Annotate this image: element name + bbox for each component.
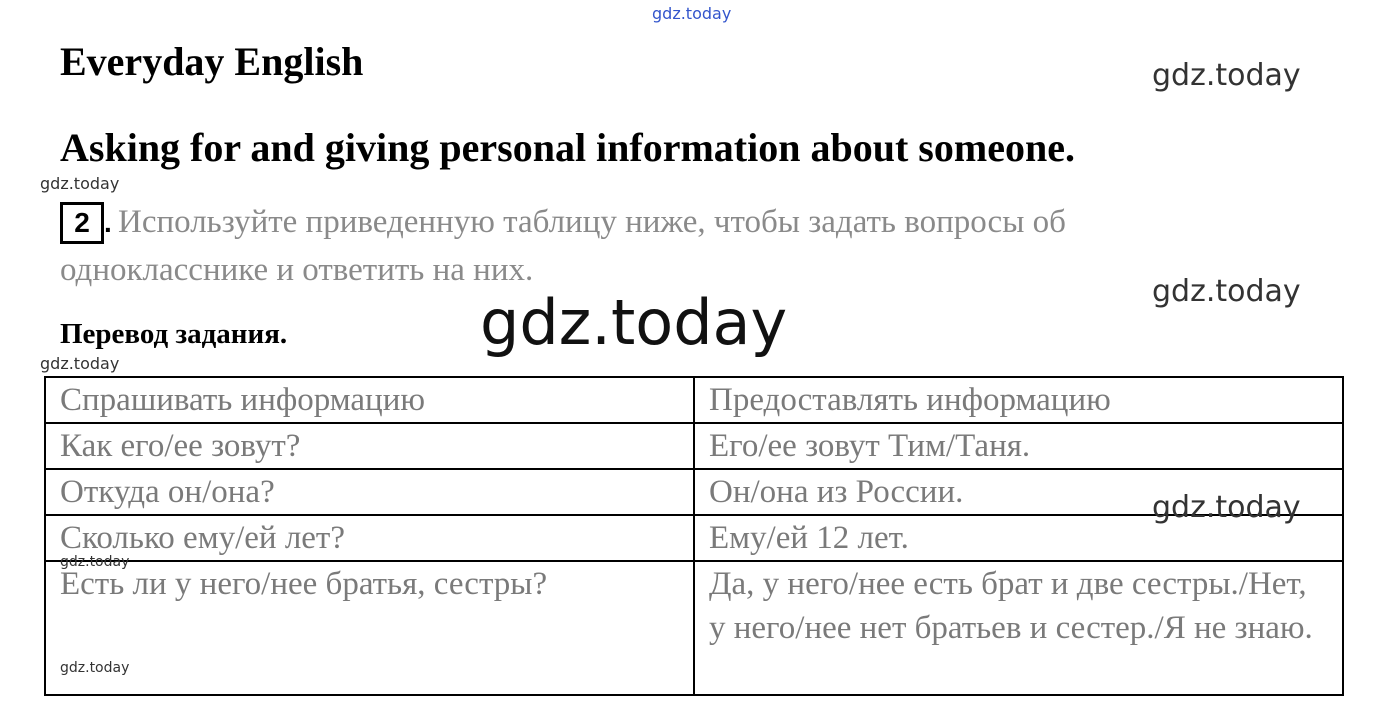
watermark-left-4: gdz.today (60, 660, 130, 676)
table-row (45, 423, 1343, 469)
table-row (45, 515, 1343, 561)
table-cell-question: Откуда он/она? (45, 469, 694, 515)
task-text-line-1: Используйте приведенную таблицу ниже, чтобы задать вопросы об (118, 204, 1066, 240)
watermark-right-2: gdz.today (1152, 274, 1301, 309)
info-table (44, 376, 1344, 696)
table-cell-answer: Его/ее зовут Тим/Таня. (694, 423, 1343, 469)
table-cell-question: Как его/ее зовут? (45, 423, 694, 469)
watermark-left-3: gdz.today (60, 554, 130, 570)
table-cell-answer: Он/она из России. (694, 469, 1343, 515)
watermark-left-1: gdz.today (40, 174, 120, 193)
table-header-cell-ask: Спрашивать информацию (45, 377, 694, 423)
table-row (45, 561, 1343, 695)
translation-label: Перевод задания. (60, 318, 288, 350)
watermark-right-1: gdz.today (1152, 58, 1301, 93)
watermark-left-2: gdz.today (40, 354, 120, 373)
table-cell-answer: Да, у него/нее есть брат и две сестры./Нет, у него/нее нет братьев и сестер./Я не знаю. (694, 561, 1343, 695)
table-cell-question: Сколько ему/ей лет? (45, 515, 694, 561)
page-title: Everyday English (60, 39, 364, 84)
task-text-line-2: однокласснике и ответить на них. (60, 252, 534, 288)
task-number-box: 2 (60, 202, 104, 244)
table-header-cell-give: Предоставлять информацию (694, 377, 1343, 423)
table-header-row (45, 377, 1343, 423)
table-row (45, 469, 1343, 515)
task-number-dot: . (104, 207, 112, 238)
watermark-top: gdz.today (652, 4, 732, 23)
section-subtitle: Asking for and giving personal information about someone. (60, 125, 1075, 170)
watermark-right-3: gdz.today (1152, 490, 1301, 525)
table-cell-question: Есть ли у него/нее братья, сестры? (45, 561, 694, 695)
watermark-large: gdz.today (480, 286, 788, 359)
table-cell-answer: Ему/ей 12 лет. (694, 515, 1343, 561)
